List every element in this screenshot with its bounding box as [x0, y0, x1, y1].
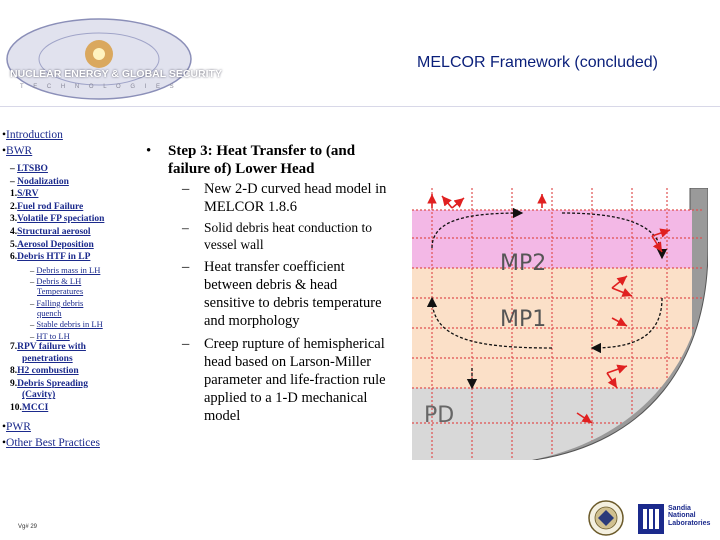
nav-item-ht-to-lh[interactable]: – HT to LH [30, 330, 70, 341]
nav-item-pwr[interactable]: •PWR [2, 420, 31, 433]
sandia-logo-text: Sandia National Laboratories [668, 505, 711, 527]
nav-item-stable-debris[interactable]: – Stable debris in LH [30, 319, 103, 330]
nav-item-h2-combustion[interactable]: 8.H2 combustion [10, 366, 79, 377]
nav-item-rpv-failure[interactable]: 7.RPV failure with penetrations [10, 342, 86, 364]
nav-link-bwr[interactable]: BWR [6, 145, 33, 158]
nav-item-aerosol-deposition[interactable]: 5.Aerosol Deposition [10, 239, 94, 250]
main-heading: Step 3: Heat Transfer to (and failure of) Lower Head [168, 143, 356, 177]
nav-item-ltsbo[interactable]: – LTSBO [10, 164, 48, 175]
nav-item-fuel-rod-failure[interactable]: 2.Fuel rod Failure [10, 201, 84, 212]
nav-link-other-best-practices[interactable]: Other Best Practices [6, 436, 100, 449]
sub-bullet: – Creep rupture of hemispherical head based on Larson-Miller parameter and life-fraction rule applied to a 1-D mechanical model [182, 335, 386, 424]
pd-label: PD [424, 403, 455, 428]
lower-head-diagram [412, 188, 708, 460]
nav-item-introduction[interactable]: •Introduction [2, 129, 63, 141]
mp2-region [412, 210, 692, 268]
title-divider [0, 106, 720, 107]
slide-title: MELCOR Framework (concluded) [417, 54, 658, 71]
outline-nav [2, 128, 142, 452]
mp1-label: MP1 [500, 307, 547, 332]
nav-item-bwr[interactable]: •BWR [2, 145, 33, 158]
sub-bullet: – Solid debris heat conduction to vessel wall [182, 220, 372, 253]
main-bullet: • Step 3: Heat Transfer to (and failure of) Lower Head [146, 142, 391, 178]
mp2-label: MP2 [500, 251, 547, 276]
nav-item-mcci[interactable]: 10.MCCI [10, 403, 49, 414]
sub-bullet-list [146, 180, 391, 425]
nav-link-introduction[interactable]: Introduction [6, 129, 63, 141]
sub-bullet: – New 2-D curved head model in MELCOR 1.8.6 [182, 181, 387, 216]
main-content [146, 142, 391, 429]
logo-subtext: T E C H N O L O G I E S [20, 84, 178, 90]
nav-item-falling-debris[interactable]: – Falling debris quench [30, 297, 84, 319]
nav-item-nodalization[interactable]: – Nodalization [10, 176, 69, 187]
nav-item-debris-lh-temps[interactable]: – Debris & LH Temperatures [30, 276, 84, 297]
nav-item-other-best-practices[interactable]: •Other Best Practices [2, 436, 100, 449]
doe-seal-icon [588, 500, 624, 536]
nav-item-debris-htf[interactable]: 6.Debris HTF in LP [10, 252, 91, 263]
sub-bullet: – Heat transfer coefficient between debris & head sensitive to debris temperature and morphology [182, 259, 382, 330]
nav-item-debris-spreading[interactable]: 9.Debris Spreading (Cavity) [10, 378, 88, 401]
nav-item-debris-mass[interactable]: – Debris mass in LH [30, 264, 101, 275]
nav-item-srv[interactable]: 1.S/RV [10, 189, 39, 200]
nav-item-volatile-fp[interactable]: 3.Volatile FP speciation [10, 214, 105, 225]
nav-link-pwr[interactable]: PWR [6, 420, 31, 433]
nav-item-structural-aerosol[interactable]: 4.Structural aerosol [10, 226, 91, 237]
slide-id: Vg# 29 [18, 524, 38, 530]
logo-text: NUCLEAR ENERGY & GLOBAL SECURITY [10, 68, 222, 80]
